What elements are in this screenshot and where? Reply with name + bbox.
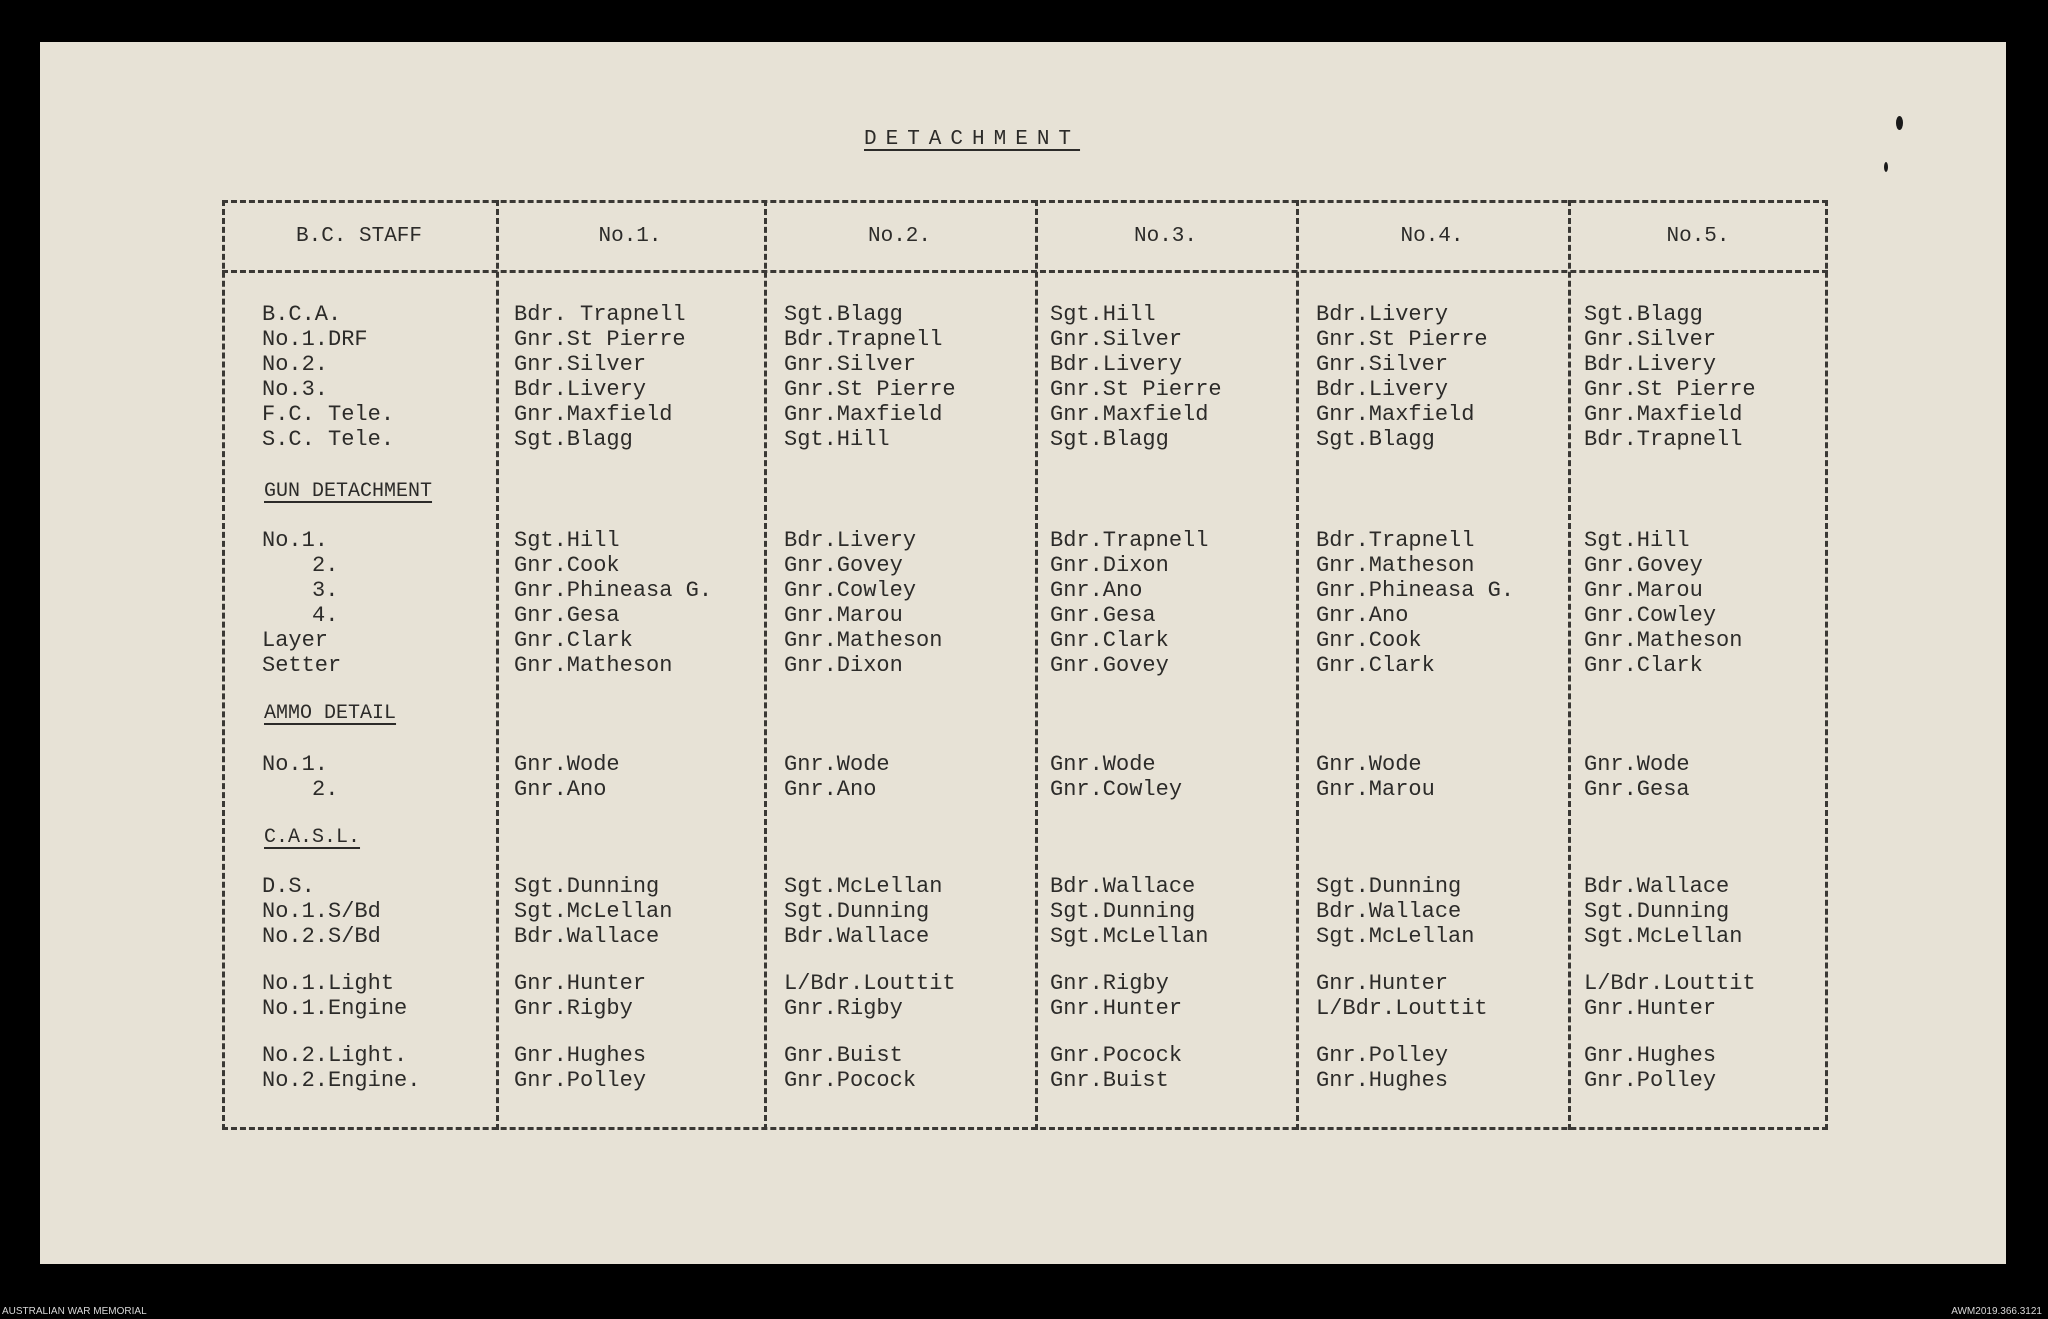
roster-cell: Gnr.Matheson <box>784 628 943 653</box>
row-label: No.1.Light <box>262 971 395 996</box>
roster-cell: L/Bdr.Louttit <box>1584 971 1756 996</box>
row-label: No.2.Light. <box>262 1043 408 1068</box>
roster-cell: Sgt.Blagg <box>1050 427 1169 452</box>
footer-accession-number: AWM2019.366.3121 <box>1951 1306 2042 1317</box>
roster-cell: Gnr.Ano <box>1050 578 1143 603</box>
roster-cell: Sgt.Blagg <box>514 427 633 452</box>
roster-cell: Gnr.Rigby <box>1050 971 1169 996</box>
roster-cell: Gnr.St Pierre <box>514 327 686 352</box>
column-header-no3: No.3. <box>1133 225 1197 248</box>
column-header-no1: No.1. <box>598 225 662 248</box>
roster-cell: L/Bdr.Louttit <box>1316 996 1488 1021</box>
roster-cell: Gnr.Phineasa G. <box>514 578 713 603</box>
roster-cell: Gnr.Govey <box>1050 653 1169 678</box>
roster-cell: Gnr.Gesa <box>1584 777 1690 802</box>
roster-cell: Gnr.Hunter <box>1050 996 1183 1021</box>
row-label: No.1.DRF <box>262 327 368 352</box>
document-title: DETACHMENT <box>864 128 1081 151</box>
roster-cell: Gnr.Cook <box>514 553 620 578</box>
roster-cell: Gnr.Matheson <box>514 653 673 678</box>
roster-cell: L/Bdr.Louttit <box>784 971 956 996</box>
column-header-bc-staff: B.C. STAFF <box>295 225 423 248</box>
roster-cell: Sgt.McLellan <box>1584 924 1743 949</box>
roster-cell: Gnr.Matheson <box>1584 628 1743 653</box>
row-label: No.1.Engine <box>262 996 408 1021</box>
roster-cell: Bdr.Trapnell <box>1316 528 1475 553</box>
roster-cell: Gnr.Cook <box>1316 628 1422 653</box>
column-divider <box>764 200 767 1130</box>
roster-cell: Sgt.Blagg <box>784 302 903 327</box>
row-label: 2. <box>312 777 339 802</box>
header-divider <box>222 270 1828 273</box>
roster-cell: Gnr.Hughes <box>1316 1068 1449 1093</box>
roster-cell: Gnr.Matheson <box>1316 553 1475 578</box>
row-label: No.2. <box>262 352 329 377</box>
roster-cell: Bdr.Wallace <box>1050 874 1196 899</box>
row-label: F.C. Tele. <box>262 402 395 427</box>
roster-cell: Gnr.Silver <box>1584 327 1717 352</box>
roster-cell: Gnr.Marou <box>1584 578 1703 603</box>
paper-blemish <box>1896 116 1903 130</box>
roster-cell: Gnr.Clark <box>514 628 633 653</box>
roster-cell: Gnr.Wode <box>1050 752 1156 777</box>
roster-cell: Gnr.Govey <box>1584 553 1703 578</box>
roster-cell: Gnr.Cowley <box>784 578 917 603</box>
column-divider <box>1035 200 1038 1130</box>
column-header-no4: No.4. <box>1400 225 1464 248</box>
roster-cell: Bdr.Trapnell <box>784 327 943 352</box>
roster-cell: Gnr.Gesa <box>514 603 620 628</box>
column-divider <box>1296 200 1299 1130</box>
roster-cell: Gnr.Pocock <box>784 1068 917 1093</box>
roster-cell: Gnr.Govey <box>784 553 903 578</box>
roster-cell: Sgt.Blagg <box>1316 427 1435 452</box>
roster-cell: Bdr.Trapnell <box>1584 427 1743 452</box>
section-heading: GUN DETACHMENT <box>264 480 433 503</box>
roster-cell: Gnr.Maxfield <box>1316 402 1475 427</box>
roster-cell: Gnr.Buist <box>1050 1068 1169 1093</box>
roster-cell: Gnr.Silver <box>784 352 917 377</box>
row-label: B.C.A. <box>262 302 342 327</box>
row-label: S.C. Tele. <box>262 427 395 452</box>
roster-cell: Gnr.Marou <box>784 603 903 628</box>
roster-cell: Gnr.Gesa <box>1050 603 1156 628</box>
roster-cell: Gnr.Polley <box>1316 1043 1449 1068</box>
roster-cell: Gnr.Silver <box>514 352 647 377</box>
roster-cell: Gnr.Cowley <box>1050 777 1183 802</box>
roster-cell: Gnr.Hughes <box>514 1043 647 1068</box>
paper-blemish <box>1884 162 1888 172</box>
roster-cell: Gnr.Hunter <box>514 971 647 996</box>
roster-cell: Gnr.Wode <box>1584 752 1690 777</box>
roster-cell: Gnr.Ano <box>514 777 607 802</box>
roster-cell: Gnr.Clark <box>1584 653 1703 678</box>
roster-cell: Gnr.Polley <box>514 1068 647 1093</box>
roster-cell: Gnr.Wode <box>784 752 890 777</box>
roster-cell: Bdr.Livery <box>784 528 917 553</box>
roster-cell: Gnr.Phineasa G. <box>1316 578 1515 603</box>
roster-cell: Gnr.Rigby <box>514 996 633 1021</box>
row-label: D.S. <box>262 874 315 899</box>
roster-cell: Sgt.McLellan <box>514 899 673 924</box>
roster-cell: Gnr.Dixon <box>784 653 903 678</box>
roster-cell: Sgt.McLellan <box>1316 924 1475 949</box>
row-label: No.2.S/Bd <box>262 924 381 949</box>
roster-cell: Gnr.Maxfield <box>514 402 673 427</box>
row-label: Setter <box>262 653 342 678</box>
roster-cell: Bdr.Wallace <box>1584 874 1730 899</box>
row-label: No.2.Engine. <box>262 1068 421 1093</box>
roster-cell: Gnr.Wode <box>514 752 620 777</box>
roster-cell: Bdr.Livery <box>1316 302 1449 327</box>
row-label: No.1. <box>262 752 329 777</box>
column-divider <box>1568 200 1571 1130</box>
roster-cell: Gnr.Dixon <box>1050 553 1169 578</box>
roster-cell: Gnr.Buist <box>784 1043 903 1068</box>
roster-cell: Gnr.St Pierre <box>1050 377 1222 402</box>
roster-cell: Sgt.Dunning <box>1316 874 1462 899</box>
roster-cell: Sgt.Dunning <box>514 874 660 899</box>
roster-cell: Gnr.Marou <box>1316 777 1435 802</box>
roster-cell: Gnr.Rigby <box>784 996 903 1021</box>
roster-cell: Sgt.Hill <box>784 427 890 452</box>
row-label: Layer <box>262 628 329 653</box>
footer-institution: AUSTRALIAN WAR MEMORIAL <box>2 1306 147 1317</box>
roster-cell: Sgt.McLellan <box>1050 924 1209 949</box>
roster-cell: Sgt.Dunning <box>1584 899 1730 924</box>
roster-cell: Gnr.St Pierre <box>1584 377 1756 402</box>
roster-cell: Gnr.Polley <box>1584 1068 1717 1093</box>
row-label: No.1. <box>262 528 329 553</box>
roster-cell: Sgt.Blagg <box>1584 302 1703 327</box>
roster-cell: Gnr.Ano <box>1316 603 1409 628</box>
roster-cell: Bdr. Trapnell <box>514 302 686 327</box>
roster-cell: Gnr.Wode <box>1316 752 1422 777</box>
row-label: 2. <box>312 553 339 578</box>
roster-cell: Sgt.Dunning <box>784 899 930 924</box>
row-label: 4. <box>312 603 339 628</box>
roster-cell: Bdr.Trapnell <box>1050 528 1209 553</box>
column-header-no2: No.2. <box>867 225 931 248</box>
roster-cell: Gnr.St Pierre <box>784 377 956 402</box>
roster-cell: Sgt.Hill <box>1584 528 1690 553</box>
row-label: 3. <box>312 578 339 603</box>
roster-cell: Sgt.Hill <box>514 528 620 553</box>
section-heading: C.A.S.L. <box>264 826 361 849</box>
roster-cell: Bdr.Wallace <box>1316 899 1462 924</box>
roster-cell: Bdr.Livery <box>1316 377 1449 402</box>
roster-cell: Bdr.Wallace <box>514 924 660 949</box>
row-label: No.3. <box>262 377 329 402</box>
roster-cell: Gnr.Ano <box>784 777 877 802</box>
roster-cell: Bdr.Livery <box>1050 352 1183 377</box>
row-label: No.1.S/Bd <box>262 899 381 924</box>
roster-cell: Gnr.Hughes <box>1584 1043 1717 1068</box>
roster-cell: Gnr.Maxfield <box>1584 402 1743 427</box>
roster-cell: Gnr.Cowley <box>1584 603 1717 628</box>
roster-cell: Sgt.Dunning <box>1050 899 1196 924</box>
roster-cell: Bdr.Livery <box>514 377 647 402</box>
roster-cell: Gnr.Silver <box>1050 327 1183 352</box>
roster-cell: Sgt.Hill <box>1050 302 1156 327</box>
column-header-no5: No.5. <box>1666 225 1730 248</box>
roster-cell: Gnr.Maxfield <box>784 402 943 427</box>
roster-cell: Gnr.Pocock <box>1050 1043 1183 1068</box>
roster-cell: Bdr.Livery <box>1584 352 1717 377</box>
roster-cell: Gnr.Silver <box>1316 352 1449 377</box>
roster-cell: Gnr.Clark <box>1316 653 1435 678</box>
roster-cell: Gnr.Clark <box>1050 628 1169 653</box>
roster-cell: Gnr.St Pierre <box>1316 327 1488 352</box>
roster-cell: Bdr.Wallace <box>784 924 930 949</box>
column-divider <box>496 200 499 1130</box>
roster-cell: Gnr.Hunter <box>1316 971 1449 996</box>
roster-cell: Gnr.Maxfield <box>1050 402 1209 427</box>
roster-cell: Gnr.Hunter <box>1584 996 1717 1021</box>
section-heading: AMMO DETAIL <box>264 702 397 725</box>
roster-cell: Sgt.McLellan <box>784 874 943 899</box>
